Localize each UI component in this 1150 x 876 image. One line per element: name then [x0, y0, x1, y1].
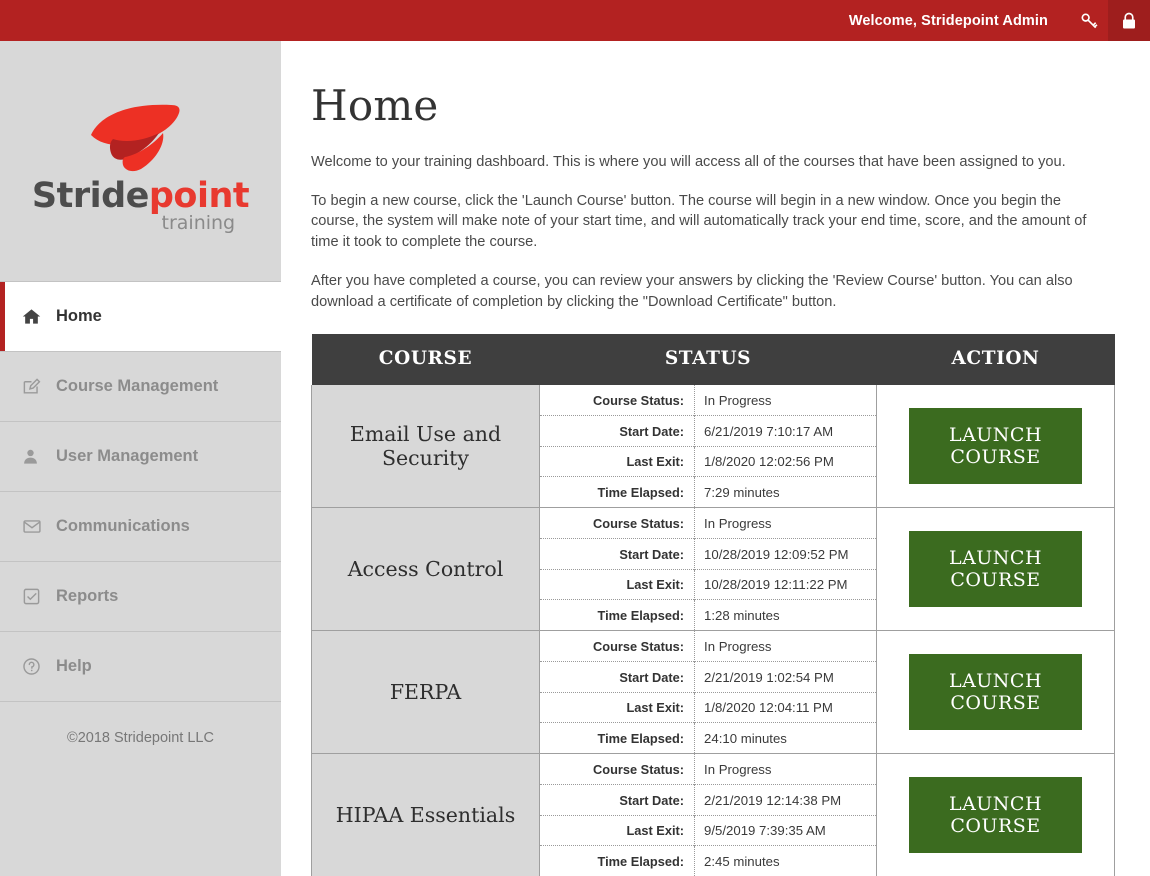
status-value-time-elapsed: 7:29 minutes: [695, 477, 876, 508]
table-row: [312, 385, 1115, 508]
sidebar-item-communications[interactable]: [0, 492, 281, 562]
copyright-text: ©2018 Stridepoint LLC: [67, 730, 214, 746]
status-label-start-date: Start Date:: [540, 539, 695, 570]
status-label-start-date: Start Date:: [540, 662, 695, 693]
status-label-last-exit: Last Exit:: [540, 692, 695, 723]
status-value-last-exit: 1/8/2020 12:02:56 PM: [695, 446, 876, 477]
intro-paragraph-1: Welcome to your training dashboard. This is where you will access all of the courses that have been assigned to you.: [311, 154, 1066, 170]
sidebar-item-course-management[interactable]: [0, 352, 281, 422]
status-value-course-status: In Progress: [695, 385, 876, 416]
course-status-group: [540, 385, 877, 508]
status-label-time-elapsed: Time Elapsed:: [540, 846, 695, 876]
sidebar-item-user-management[interactable]: [0, 422, 281, 492]
status-label-last-exit: Last Exit:: [540, 446, 695, 477]
user-icon: [22, 447, 48, 466]
course-name: FERPA: [312, 631, 540, 754]
status-label-course-status: Course Status:: [593, 638, 685, 654]
course-name: Email Use and Security: [312, 385, 540, 508]
launch-course-button[interactable]: LAUNCH COURSE: [909, 777, 1082, 853]
checklist-icon: [22, 587, 48, 606]
sidebar-nav: [0, 281, 281, 702]
status-value-time-elapsed: 1:28 minutes: [695, 600, 876, 631]
status-value-course-status: In Progress: [695, 754, 876, 785]
key-icon[interactable]: [1070, 0, 1108, 41]
course-action-cell: [877, 631, 1115, 754]
sidebar-item-label: Reports: [56, 587, 119, 605]
status-label-time-elapsed: Time Elapsed:: [540, 477, 695, 508]
course-status-group: [540, 631, 877, 754]
table-row: [312, 631, 1115, 754]
question-circle-icon: [22, 657, 48, 676]
table-row: [312, 508, 1115, 631]
course-name: HIPAA Essentials: [312, 754, 540, 876]
course-name: Access Control: [312, 508, 540, 631]
sidebar-item-label: Communications: [56, 517, 190, 535]
logo-ribbon-icon: [81, 99, 201, 177]
launch-course-button[interactable]: LAUNCH COURSE: [909, 408, 1082, 484]
sidebar-item-label: Help: [56, 657, 92, 675]
status-value-last-exit: 9/5/2019 7:39:35 AM: [695, 815, 876, 846]
logo-wordmark: Stridepoint: [31, 175, 250, 216]
status-label-start-date: Start Date:: [540, 416, 695, 447]
course-table-header: [312, 334, 1115, 385]
intro-paragraph-2: To begin a new course, click the 'Launch Course' button. The course will begin in a new window. Once you begin the course, the system will make note of your start time, and will automatically track your end time, score, and the amount of time it took to complete the course.: [311, 192, 1087, 251]
page-title: Home: [311, 81, 439, 130]
status-label-last-exit: Last Exit:: [540, 815, 695, 846]
course-action-cell: [877, 754, 1115, 876]
launch-course-button[interactable]: LAUNCH COURSE: [909, 531, 1082, 607]
status-label-course-status: Course Status:: [593, 515, 685, 531]
column-header-action: ACTION: [877, 334, 1115, 385]
logo: [0, 41, 281, 281]
status-value-start-date: 10/28/2019 12:09:52 PM: [695, 539, 876, 570]
course-action-cell: [877, 508, 1115, 631]
sidebar: [0, 41, 281, 876]
launch-course-button[interactable]: LAUNCH COURSE: [909, 654, 1082, 730]
course-status-group: [540, 508, 877, 631]
course-status-group: [540, 754, 877, 876]
sidebar-item-label: User Management: [56, 447, 199, 465]
body-wrapper: [0, 41, 1150, 876]
status-value-last-exit: 10/28/2019 12:11:22 PM: [695, 569, 876, 600]
status-value-last-exit: 1/8/2020 12:04:11 PM: [695, 692, 876, 723]
column-header-status: STATUS: [540, 334, 877, 385]
status-value-start-date: 6/21/2019 7:10:17 AM: [695, 416, 876, 447]
sidebar-item-label: Course Management: [56, 377, 219, 395]
status-label-course-status: Course Status:: [593, 392, 685, 408]
lock-icon[interactable]: [1108, 0, 1150, 41]
status-value-start-date: 2/21/2019 12:14:38 PM: [695, 785, 876, 816]
top-bar: [0, 0, 1150, 41]
envelope-icon: [22, 517, 48, 536]
intro-text: [311, 152, 1112, 312]
sidebar-item-home[interactable]: [0, 282, 281, 352]
status-value-course-status: In Progress: [695, 508, 876, 539]
sidebar-item-help[interactable]: [0, 632, 281, 702]
column-header-course: COURSE: [312, 334, 540, 385]
course-table-body: [312, 385, 1115, 876]
course-action-cell: [877, 385, 1115, 508]
welcome-message: Welcome, Stridepoint Admin: [848, 12, 1048, 29]
table-row: [312, 754, 1115, 876]
status-value-start-date: 2/21/2019 1:02:54 PM: [695, 662, 876, 693]
status-value-time-elapsed: 24:10 minutes: [695, 723, 876, 754]
edit-icon: [22, 377, 48, 396]
intro-paragraph-3: After you have completed a course, you can review your answers by clicking the 'Review Course' button. You can also download a certificate of completion by clicking the "Download Certificate" button.: [311, 272, 1073, 310]
course-table: [311, 334, 1115, 876]
sidebar-item-label: Home: [56, 307, 102, 325]
status-value-course-status: In Progress: [695, 631, 876, 662]
status-label-time-elapsed: Time Elapsed:: [540, 600, 695, 631]
main-content: [281, 41, 1150, 876]
home-icon: [22, 307, 48, 326]
status-label-last-exit: Last Exit:: [540, 569, 695, 600]
sidebar-item-reports[interactable]: [0, 562, 281, 632]
status-value-time-elapsed: 2:45 minutes: [695, 846, 876, 876]
status-label-start-date: Start Date:: [540, 785, 695, 816]
logo-subtitle: training: [161, 211, 236, 234]
status-label-time-elapsed: Time Elapsed:: [540, 723, 695, 754]
status-label-course-status: Course Status:: [593, 761, 685, 777]
